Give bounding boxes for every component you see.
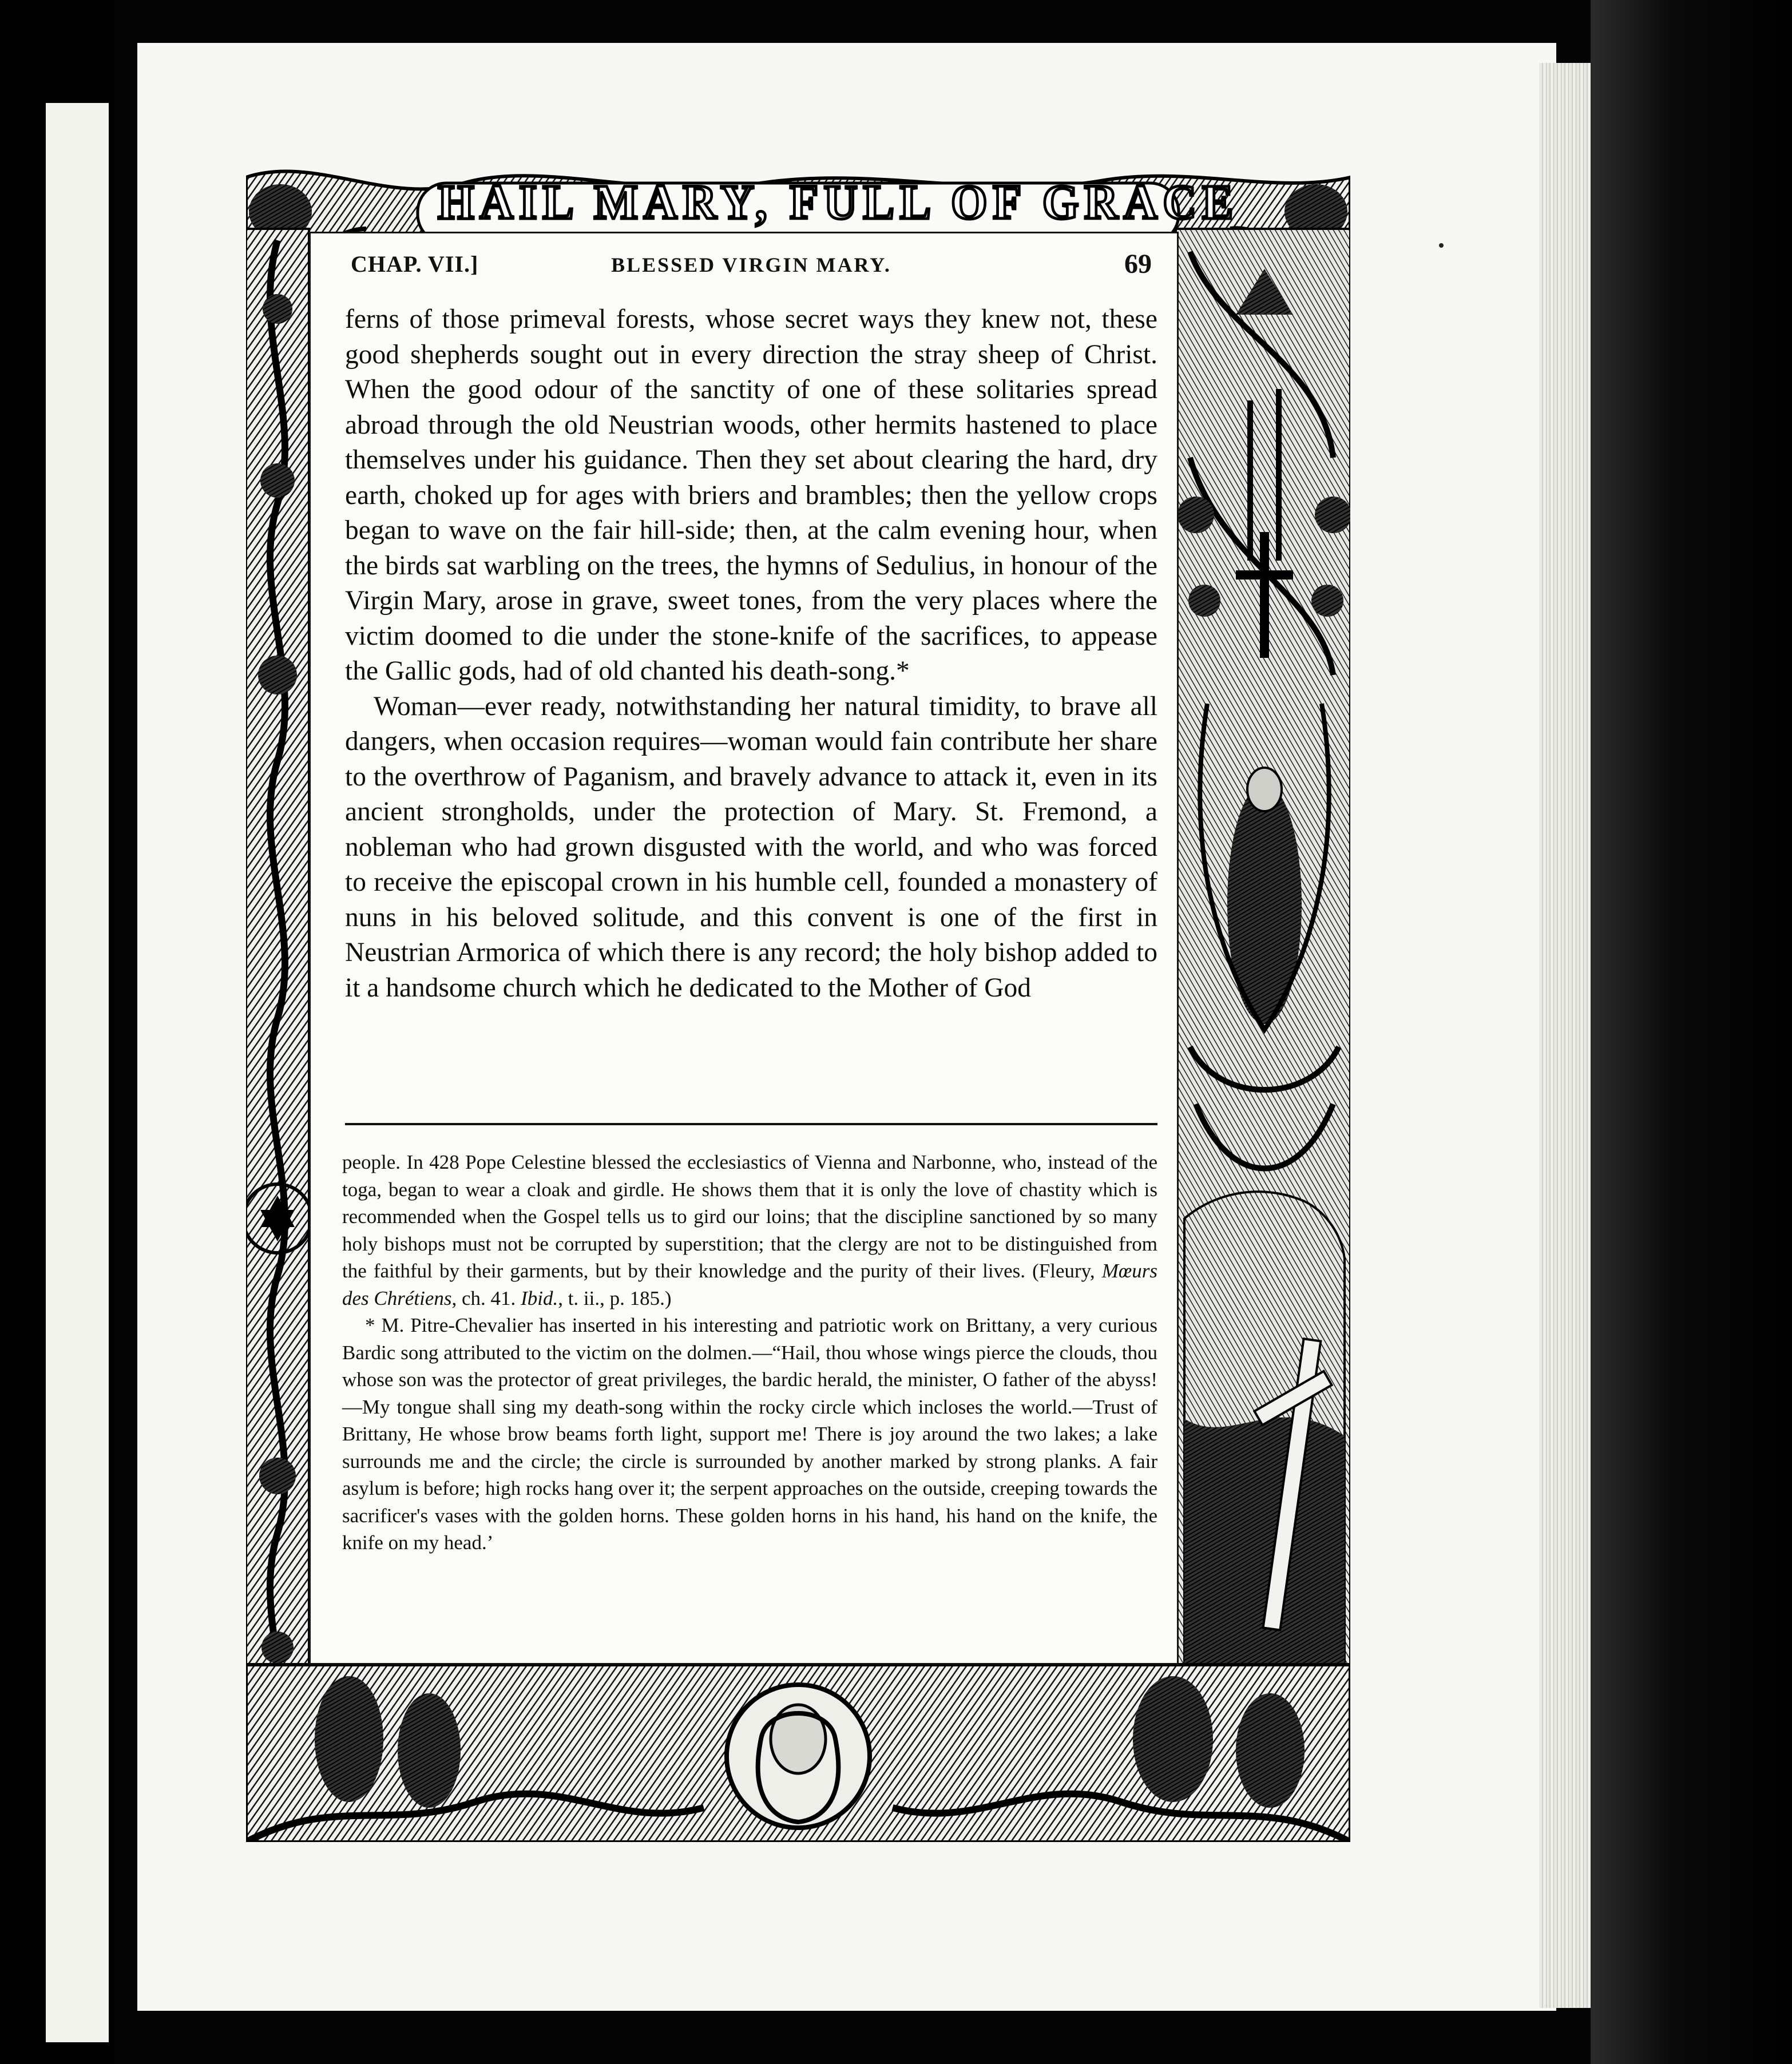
footnote-title-italic: Mœurs des Chrétiens <box>342 1260 1157 1309</box>
footnote-continued <box>342 1149 1157 1312</box>
footnote-rule <box>345 1123 1157 1125</box>
book-binding-shadow <box>1591 0 1792 2064</box>
footnote-star: * M. Pitre-Chevalier has inserted in his interesting and patriotic work on Brittany, a very curious Bardic song attributed to the victim on the dolmen.—“Hail, thou whose wings pierce the clouds, thou whose son was the protector of great privileges, the bardic herald, the minister, O father of the abyss!—My tongue shall sing my death-song within the rocky circle which incloses the world.—Trust of Brittany, He whose brow beams forth light, support me! There is joy around the two lakes; a lake surrounds me and the circle; the circle is surrounded by another marked by strong planks. A fair asylum is before; high rocks hang over it; the serpent approaches on the outside, creeping towards the sacrificer's vases with the golden horns. These golden horns in his hand, his hand on the knife, the knife on my head.’ <box>342 1314 1157 1554</box>
facing-page-margin <box>46 103 109 2042</box>
footnote-continued-mid: , ch. 41. <box>451 1287 521 1309</box>
footnotes <box>342 1149 1157 1557</box>
banner-motto <box>418 172 1259 235</box>
footnote-continued-end: , t. ii., p. 185.) <box>558 1287 672 1309</box>
facing-page-edge <box>0 0 114 2064</box>
page-block-edges <box>1539 63 1591 2008</box>
running-title: BLESSED VIRGIN MARY. <box>611 253 891 276</box>
text-panel <box>309 232 1179 1665</box>
body-paragraph-2: Woman—ever ready, notwithstanding her natural timidity, to brave all dangers, when occasion requires—woman would fain contribute her share to the overthrow of Paganism, and bravely advance to attack it, even in its ancient strongholds, under the protection of Mary. St. Fremond, a nobleman who had grown disgusted with the world, and who was forced to receive the episcopal crown in his humble cell, founded a monastery of nuns in his beloved solitude, and this convent is one of the first in Neustrian Armorica of which there is any record; the holy bishop added to it a handsome church which he dedicated to the Mother of God <box>345 691 1157 1003</box>
page-number: 69 <box>1124 249 1152 279</box>
footnote-ibid: Ibid. <box>521 1287 558 1309</box>
page-speck <box>1439 243 1444 248</box>
body-paragraph-1: ferns of those primeval forests, whose secret ways they knew not, these good shepherds sought out in every direction the stray sheep of Christ. When the good odour of the sanctity of one of these solitaries spread abroad through the old Neustrian woods, other hermits hastened to place themselves under his guidance. Then they set about clearing the hard, dry earth, choked up for ages with briers and brambles; then the yellow crops began to wave on the fair hill-side; then, at the calm evening hour, when the birds sat warbling on the trees, the hymns of Sedulius, in honour of the Virgin Mary, arose in grave, sweet tones, from the very places where the victim doomed to die under the stone-knife of the sacrifices, to appease the Gallic gods, had of old chanted his death-song.* <box>345 304 1157 686</box>
body-text <box>345 302 1157 1006</box>
footnote-continued-text: people. In 428 Pope Celestine blessed the ecclesiastics of Vienna and Narbonne, who, instead of the toga, began to wear a cloak and girdle. He shows them that it is only the love of chastity which is recommended when the Gospel tells us to gird our loins; that the discipline sanctioned by so many holy bishops must not be corrupted by superstition; that the clergy are not to be distinguished from the faithful by their garments, but by their knowledge and the purity of their lives. (Fleury, <box>342 1151 1157 1282</box>
running-head <box>351 251 1152 285</box>
chapter-label: CHAP. VII.] <box>351 251 479 277</box>
banner-motto-text: HAIL MARY, FULL OF GRACE <box>438 174 1239 229</box>
